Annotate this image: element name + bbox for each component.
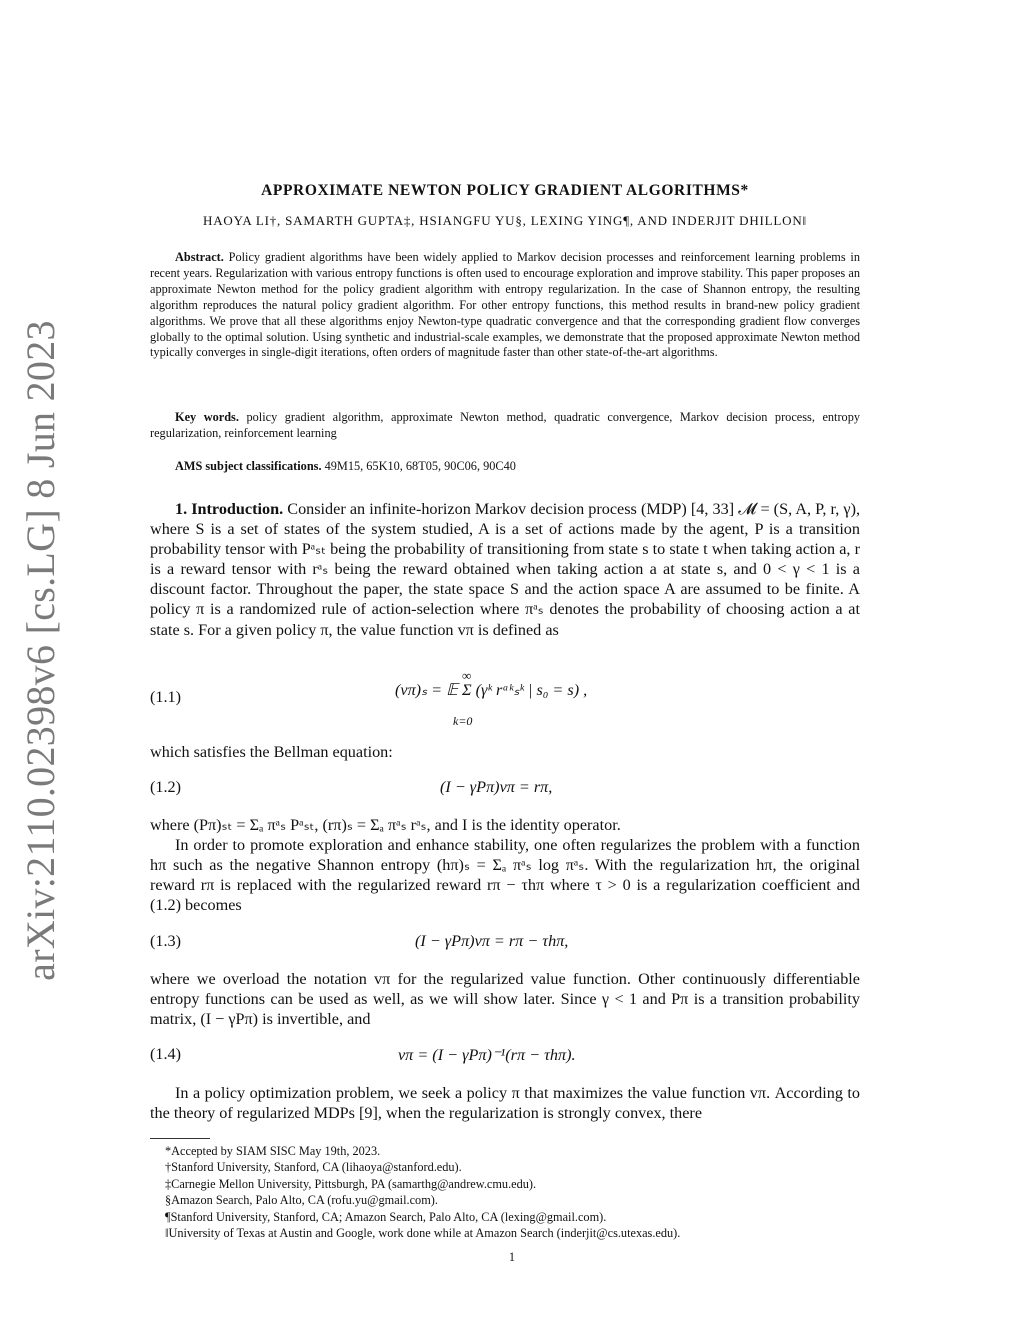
footnotes	[165, 1143, 865, 1241]
footnote-dhillon: ‖University of Texas at Austin and Google, work done while at Amazon Search (inderjit@cs.utexas.edu).	[165, 1226, 681, 1241]
abstract-label: Abstract.	[175, 250, 224, 264]
equation-body: (vπ)ₛ = 𝔼 Σ (γᵏ rᵃᵏₛᵏ | s₀ = s) ,	[395, 681, 588, 699]
intro-text-1: Consider an infinite-horizon Markov decision process (MDP) [4, 33] 𝓜 = (S, A, P, r, γ), where S is a set of states of the system studied, A is a set of actions made by the agent, P is a transition probability tensor with Pᵃₛₜ being the probability of transitioning from state s to state t when taking action a, r is a reward tensor with rᵃₛ being the reward obtained when taking action a at state s, and 0 < γ < 1 is a discount factor. Throughout the paper, the state space S and the action space A are assumed to be finite. A policy π is a randomized rule of action-selection where πᵃₛ denotes the probability of choosing action a at state s. For a given policy π, the value function vπ is defined as	[150, 500, 861, 639]
equation-1-3	[150, 932, 860, 962]
equation-1-2	[150, 778, 860, 808]
intro-paragraph-6: In a policy optimization problem, we seek a policy π that maximizes the value function vπ. According to the theory of regularized MDPs [9], when the regularization is strongly convex, there	[150, 1084, 860, 1123]
equation-1-4	[150, 1045, 860, 1075]
abstract	[150, 250, 860, 361]
footnote-li: †Stanford University, Stanford, CA (lihaoya@stanford.edu).	[165, 1160, 462, 1175]
intro-paragraph-4: In order to promote exploration and enhance stability, one often regularizes the problem with a function hπ such as the negative Shannon entropy (hπ)ₛ = Σₐ πᵃₛ log πᵃₛ. With the regularization hπ, the original reward rπ is replaced with the regularized reward rπ − τhπ where τ > 0 is a regularization coefficient and (1.2) becomes	[150, 836, 860, 915]
ams-label: AMS subject classifications.	[175, 459, 322, 473]
equation-body: (I − γPπ)vπ = rπ,	[440, 778, 553, 796]
author-list: HAOYA LI†, SAMARTH GUPTA‡, HSIANGFU YU§, LEXING YING¶, AND INDERJIT DHILLON‖	[203, 213, 807, 228]
footnote-yu: §Amazon Search, Palo Alto, CA (rofu.yu@gmail.com).	[165, 1193, 438, 1208]
ams-text: 49M15, 65K10, 68T05, 90C06, 90C40	[324, 459, 516, 473]
keywords	[150, 410, 860, 442]
footnote-accepted: *Accepted by SIAM SISC May 19th, 2023.	[165, 1144, 381, 1158]
page-number: 1	[508, 1250, 516, 1264]
footnote-rule	[150, 1138, 210, 1139]
arxiv-stamp: arXiv:2110.02398v6 [cs.LG] 8 Jun 2023	[17, 319, 63, 981]
footnote-gupta: ‡Carnegie Mellon University, Pittsburgh, PA (samarthg@andrew.cmu.edu).	[165, 1176, 537, 1191]
keywords-text: policy gradient algorithm, approximate Newton method, quadratic convergence, Markov decision process, entropy regularization, reinforcement learning	[150, 410, 861, 440]
equation-number: (1.1)	[150, 688, 182, 706]
equation-number: (1.2)	[150, 778, 182, 796]
intro-paragraph-1	[150, 499, 860, 640]
sum-upper-limit: ∞	[462, 668, 472, 683]
equation-number: (1.4)	[150, 1045, 182, 1063]
section-heading: 1. Introduction.	[175, 500, 284, 518]
intro-paragraph-3: where (Pπ)ₛₜ = Σₐ πᵃₛ Pᵃₛₜ, (rπ)ₛ = Σₐ πᵃₛ rᵃₛ, and I is the identity operator.	[150, 816, 621, 834]
abstract-text: Policy gradient algorithms have been widely applied to Markov decision processes and reinforcement learning problems in recent years. Regularization with various entropy functions is often used to encourage exploration and improve stability. This paper proposes an approximate Newton method for the policy gradient algorithm with entropy regularization. In the case of Shannon entropy, the resulting algorithm reproduces the natural policy gradient algorithm. For other entropy functions, this method results in brand-new policy gradient algorithms. We prove that all these algorithms enjoy Newton-type quadratic convergence and that the corresponding gradient flow converges globally to the optimal solution. Using synthetic and industrial-scale examples, we demonstrate that the proposed approximate Newton method typically converges in single-digit iterations, often orders of magnitude faster than other state-of-the-art algorithms.	[150, 250, 861, 360]
equation-1-1	[150, 668, 860, 738]
ams-classification	[150, 459, 860, 475]
paper-title: APPROXIMATE NEWTON POLICY GRADIENT ALGORITHMS*	[261, 182, 749, 199]
intro-paragraph-2: which satisfies the Bellman equation:	[150, 743, 393, 761]
equation-body: vπ = (I − γPπ)⁻¹(rπ − τhπ).	[398, 1046, 576, 1064]
equation-body: (I − γPπ)vπ = rπ − τhπ,	[415, 932, 569, 950]
intro-paragraph-5: where we overload the notation vπ for the regularized value function. Other continuously differentiable entropy functions can be used as well, as we will show later. Since γ < 1 and Pπ is a transition probability matrix, (I − γPπ) is invertible, and	[150, 970, 860, 1029]
equation-number: (1.3)	[150, 932, 182, 950]
sum-lower-limit: k=0	[453, 714, 473, 728]
keywords-label: Key words.	[175, 410, 239, 424]
footnote-ying: ¶Stanford University, Stanford, CA; Amazon Search, Palo Alto, CA (lexing@gmail.com).	[165, 1209, 607, 1224]
